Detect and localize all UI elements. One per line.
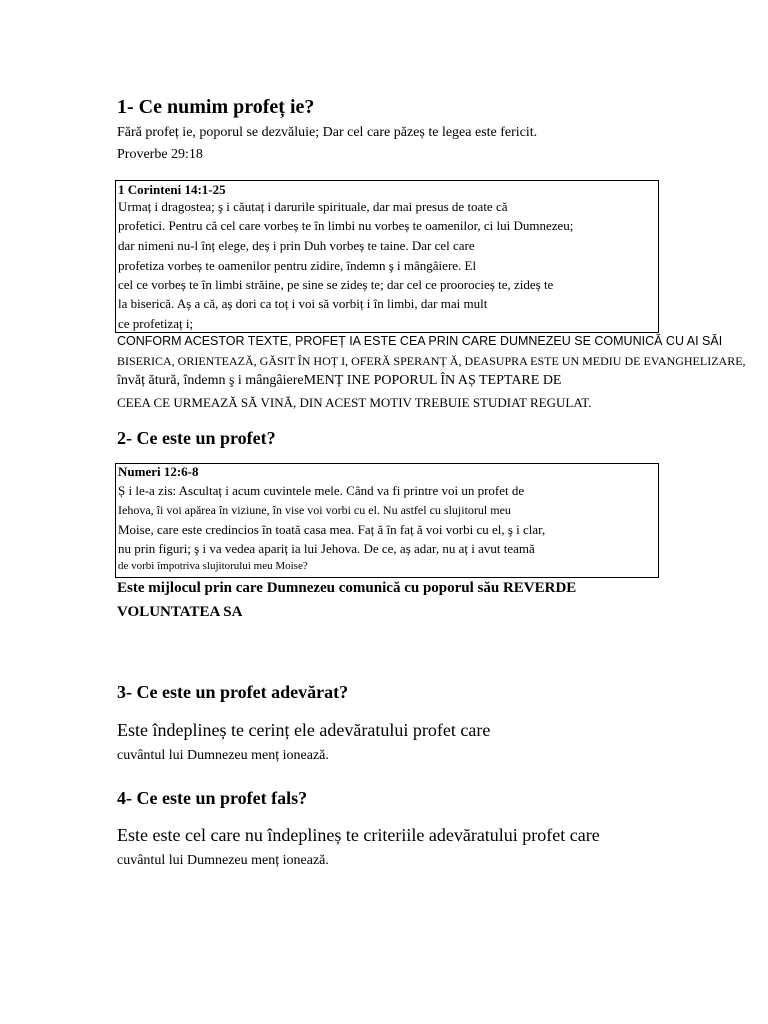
section2-scripture-box: [115, 463, 659, 578]
section1-quote: Fără profeț ie, poporul se dezvăluie; Dar cel care păzeș te legea este fericit.: [117, 125, 538, 140]
section2-box-line: Moise, care este credincios în toată casa mea. Faț ă în faț ă voi vorbi cu el, ş i clar,: [118, 522, 546, 537]
section1-box-line: la biserică. Aș a că, aș dori ca toț i voi să vorbiț i în limbi, dar mai mult: [118, 296, 488, 311]
section1-heading: 1- Ce numim profeț ie?: [117, 96, 315, 118]
section2-box-title: Numeri 12:6-8: [118, 464, 199, 479]
section1-box-line: dar nimeni nu-l înț elege, deș i prin Duh vorbeș te taine. Dar cel care: [118, 238, 475, 253]
section1-reference: Proverbe 29:18: [117, 147, 203, 162]
section3-heading: 3- Ce este un profet adevărat?: [117, 682, 349, 702]
section1-summary-line: CEEA CE URMEAZĂ SĂ VINĂ, DIN ACEST MOTIV TREBUIE STUDIAT REGULAT.: [117, 395, 592, 410]
section1-summary-line: CONFORM ACESTOR TEXTE, PROFEȚ IA ESTE CEA PRIN CARE DUMNEZEU SE COMUNICĂ CU AI SĂI: [117, 334, 723, 348]
section1-box-line: cel ce vorbeș te în limbi străine, pe sine se zideș te; dar cel ce proorocieș te, zideș te: [118, 277, 554, 292]
section2-answer-line: Este mijlocul prin care Dumnezeu comunică cu poporul său REVERDE: [117, 580, 577, 596]
section2-box-line: nu prin figuri; ş i va vedea apariț ia lui Jehova. De ce, aș adar, nu aț i avut teamă: [118, 541, 535, 556]
section1-scripture-box: [115, 180, 659, 333]
section2-heading: 2- Ce este un profet?: [117, 428, 276, 448]
section2-box-line: de vorbi împotriva slujitorului meu Moise?: [118, 560, 308, 572]
section1-summary-line: BISERICA, ORIENTEAZĂ, GĂSIT ÎN HOȚ I, OFERĂ SPERANȚ Ă, DEASUPRA ESTE UN MEDIU DE EVANGHELIZARE,: [117, 354, 746, 368]
section1-box-line: profetiza vorbeș te oamenilor pentru zidire, îndemn ş i mângâiere. El: [118, 258, 477, 273]
section1-box-line: Urmaț i dragostea; ş i căutaț i darurile spirituale, dar mai presus de toate că: [118, 199, 508, 214]
section1-box-line: profetici. Pentru că cel care vorbeș te în limbi nu vorbeș te oamenilor, ci lui Dumnezeu;: [118, 218, 574, 233]
section3-line: cuvântul lui Dumnezeu menț ionează.: [117, 748, 329, 763]
section2-box-line: Iehova, îi voi apărea în viziune, în vise voi vorbi cu el. Nu astfel cu slujitorul meu: [118, 503, 511, 517]
section4-line: Este este cel care nu îndeplineș te criteriile adevăratului profet care: [117, 825, 600, 845]
section1-box-line: ce profetizaț i;: [118, 316, 194, 331]
section4-heading: 4- Ce este un profet fals?: [117, 788, 308, 808]
section4-line: cuvântul lui Dumnezeu menț ionează.: [117, 853, 329, 868]
section2-box-line: Ș i le-a zis: Ascultaț i acum cuvintele mele. Când va fi printre voi un profet de: [118, 483, 525, 498]
section1-box-title: 1 Corinteni 14:1-25: [118, 182, 226, 197]
section2-answer-line: VOLUNTATEA SA: [117, 604, 243, 620]
section3-line: Este îndeplineș te cerinț ele adevăratului profet care: [117, 720, 491, 740]
section1-summary-line: învăț ătură, îndemn ş i mângâiereMENȚ INE POPORUL ÎN AȘ TEPTARE DE: [117, 373, 562, 388]
